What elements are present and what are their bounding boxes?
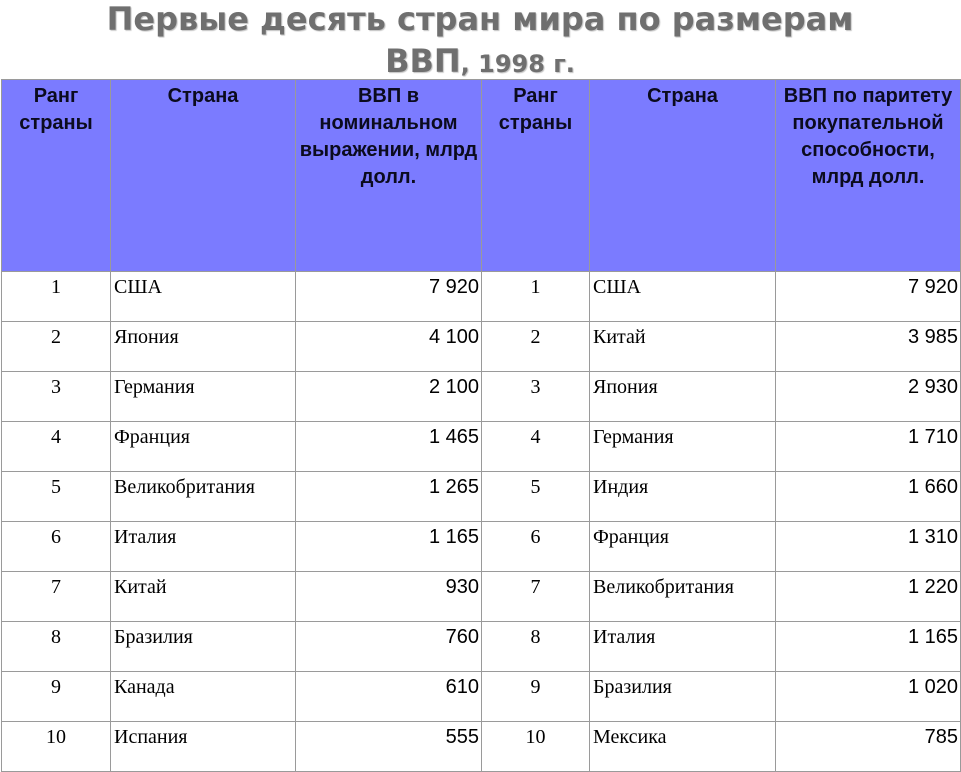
cell-gdp-ppp: 2 930 (776, 372, 961, 422)
header-gdp-nominal: ВВП в номинальном выражении, млрд долл. (296, 80, 482, 272)
table-row (2, 372, 961, 422)
header-rank-ppp: Ранг страны (482, 80, 590, 272)
cell-gdp-ppp: 1 710 (776, 422, 961, 472)
cell-rank-nominal: 4 (2, 422, 111, 472)
header-country-nominal: Страна (111, 80, 296, 272)
cell-country-ppp: Мексика (590, 722, 776, 772)
cell-gdp-nominal: 1 465 (296, 422, 482, 472)
cell-country-ppp: Италия (590, 622, 776, 672)
cell-gdp-nominal: 930 (296, 572, 482, 622)
table-row (2, 272, 961, 322)
cell-rank-ppp: 3 (482, 372, 590, 422)
cell-gdp-ppp: 1 220 (776, 572, 961, 622)
cell-rank-nominal: 5 (2, 472, 111, 522)
cell-gdp-nominal: 610 (296, 672, 482, 722)
cell-country-ppp: Бразилия (590, 672, 776, 722)
cell-country-ppp: Китай (590, 322, 776, 372)
table-header-row (2, 80, 961, 272)
table-row (2, 422, 961, 472)
cell-country-nominal: Бразилия (111, 622, 296, 672)
cell-country-ppp: Япония (590, 372, 776, 422)
cell-rank-ppp: 10 (482, 722, 590, 772)
cell-country-nominal: Испания (111, 722, 296, 772)
cell-gdp-nominal: 555 (296, 722, 482, 772)
cell-country-ppp: Франция (590, 522, 776, 572)
title-gdp-abbr: ВВП (385, 42, 461, 80)
cell-rank-nominal: 1 (2, 272, 111, 322)
cell-gdp-nominal: 1 265 (296, 472, 482, 522)
cell-country-nominal: Канада (111, 672, 296, 722)
title-year: , 1998 г. (460, 50, 575, 78)
header-rank-nominal: Ранг страны (2, 80, 111, 272)
table-row (2, 622, 961, 672)
cell-gdp-nominal: 1 165 (296, 522, 482, 572)
cell-rank-ppp: 2 (482, 322, 590, 372)
cell-rank-ppp: 1 (482, 272, 590, 322)
cell-country-ppp: Индия (590, 472, 776, 522)
header-gdp-ppp: ВВП по паритету покупательной способности, млрд долл. (776, 80, 961, 272)
cell-rank-nominal: 3 (2, 372, 111, 422)
cell-gdp-nominal: 2 100 (296, 372, 482, 422)
table-row (2, 322, 961, 372)
table-row (2, 522, 961, 572)
title-line-2 (0, 41, 960, 81)
table-row (2, 572, 961, 622)
title-line-1: Первые десять стран мира по размерам (106, 0, 854, 38)
cell-rank-ppp: 7 (482, 572, 590, 622)
cell-rank-nominal: 8 (2, 622, 111, 672)
cell-rank-nominal: 10 (2, 722, 111, 772)
table-row (2, 472, 961, 522)
cell-gdp-ppp: 1 165 (776, 622, 961, 672)
cell-gdp-nominal: 4 100 (296, 322, 482, 372)
cell-rank-nominal: 7 (2, 572, 111, 622)
cell-country-ppp: США (590, 272, 776, 322)
cell-gdp-nominal: 7 920 (296, 272, 482, 322)
cell-country-nominal: Китай (111, 572, 296, 622)
page-title (0, 0, 960, 81)
cell-rank-ppp: 6 (482, 522, 590, 572)
cell-gdp-ppp: 1 310 (776, 522, 961, 572)
cell-country-nominal: Великобритания (111, 472, 296, 522)
cell-rank-ppp: 9 (482, 672, 590, 722)
cell-gdp-nominal: 760 (296, 622, 482, 672)
gdp-table (1, 79, 961, 772)
cell-rank-ppp: 4 (482, 422, 590, 472)
cell-rank-nominal: 2 (2, 322, 111, 372)
cell-country-ppp: Великобритания (590, 572, 776, 622)
header-country-ppp: Страна (590, 80, 776, 272)
cell-gdp-ppp: 3 985 (776, 322, 961, 372)
cell-rank-ppp: 5 (482, 472, 590, 522)
cell-rank-nominal: 9 (2, 672, 111, 722)
cell-gdp-ppp: 1 020 (776, 672, 961, 722)
cell-gdp-ppp: 1 660 (776, 472, 961, 522)
table-row (2, 672, 961, 722)
cell-country-ppp: Германия (590, 422, 776, 472)
cell-country-nominal: Япония (111, 322, 296, 372)
cell-country-nominal: Франция (111, 422, 296, 472)
cell-gdp-ppp: 7 920 (776, 272, 961, 322)
cell-gdp-ppp: 785 (776, 722, 961, 772)
table-row (2, 722, 961, 772)
table-body (2, 272, 961, 772)
cell-country-nominal: США (111, 272, 296, 322)
cell-rank-ppp: 8 (482, 622, 590, 672)
cell-rank-nominal: 6 (2, 522, 111, 572)
cell-country-nominal: Италия (111, 522, 296, 572)
cell-country-nominal: Германия (111, 372, 296, 422)
